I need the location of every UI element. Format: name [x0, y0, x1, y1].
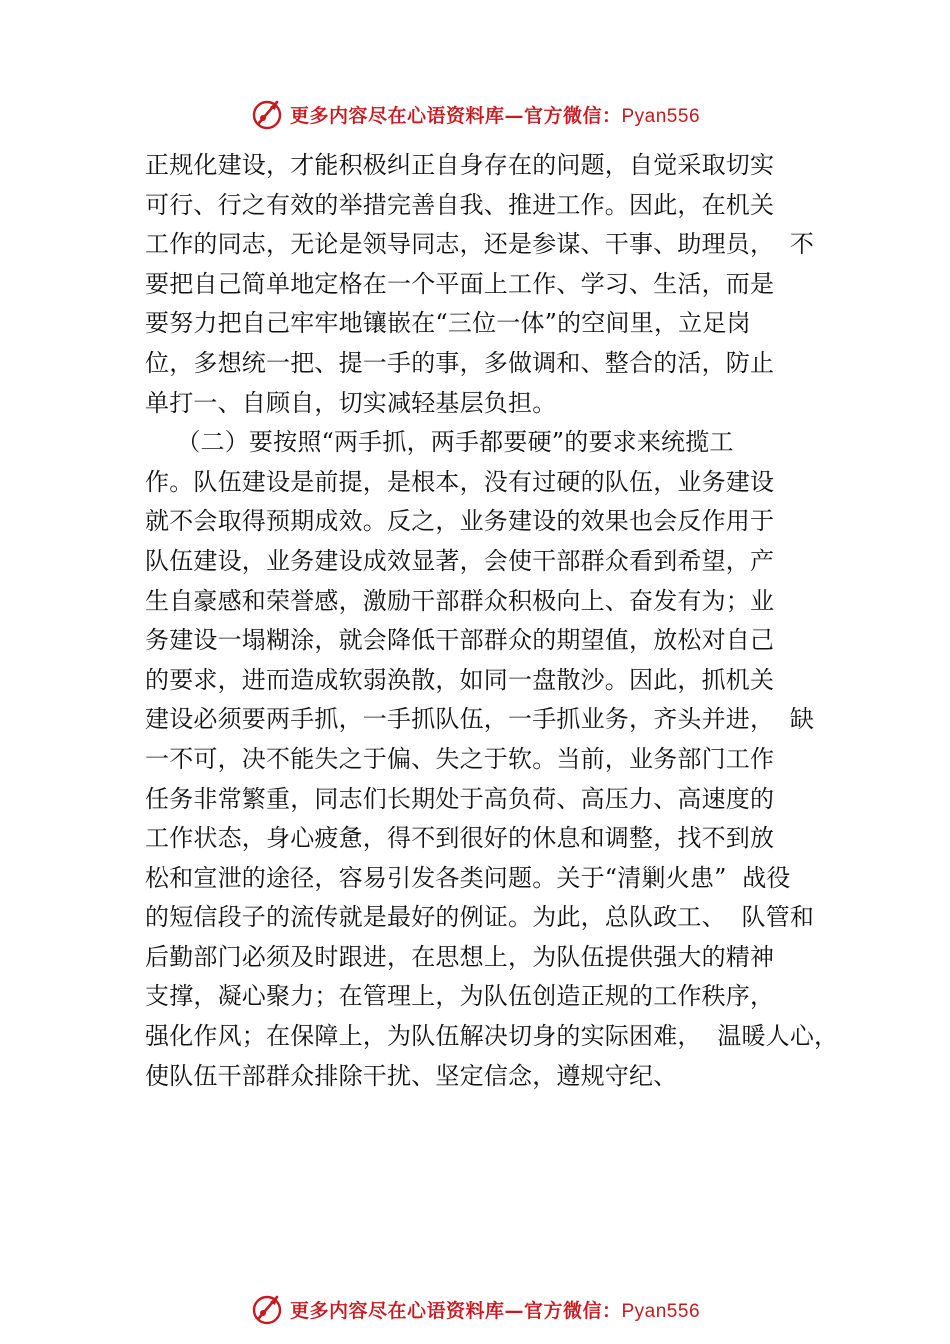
text-line: 的要求，进而造成软弱涣散，如同一盘散沙。因此，抓机关 — [145, 665, 775, 694]
text-line: 生自豪感和荣誉感，激励干部群众积极向上、奋发有为；业 — [145, 586, 775, 615]
banner-dash: — — [504, 1299, 524, 1322]
text-line: 工作状态，身心疲惫，得不到很好的休息和调整，找不到放 — [145, 824, 775, 853]
document-body — [145, 146, 839, 1096]
banner-contact-id: Pyan556 — [621, 105, 701, 127]
banner-dash: — — [504, 104, 524, 127]
quill-seal-icon — [250, 97, 284, 131]
text-line: （二）要按照“两手抓，两手都要硬”的要求来统揽工 — [145, 428, 734, 457]
text-line: 后勤部门必须及时跟进，在思想上，为队伍提供强大的精神 — [145, 942, 775, 971]
text-line: 一不可，决不能失之于偏、失之于软。当前，业务部门工作 — [145, 744, 775, 773]
text-line: 队伍建设，业务建设成效显著，会使干部群众看到希望，产 — [145, 546, 775, 575]
text-line: 作。队伍建设是前提，是根本，没有过硬的队伍，业务建设 — [145, 467, 775, 496]
text-line: 任务非常繁重，同志们长期处于高负荷、高压力、高速度的 — [145, 784, 775, 813]
text-line: 使队伍干部群众排除干扰、坚定信念，遵规守纪、 — [145, 1061, 678, 1090]
banner-text — [290, 101, 700, 128]
text-line: 正规化建设，才能积极纠正自身存在的问题，自觉采取切实 — [145, 151, 775, 179]
quill-seal-icon — [250, 1292, 284, 1326]
text-line: 要努力把自己牢牢地镶嵌在“三位一体”的空间里，立足岗 — [145, 309, 751, 338]
text-line: 支撑，凝心聚力；在管理上，为队伍创造正规的工作秩序， — [145, 982, 775, 1011]
banner-brand: 更多内容尽在心语资料库 — [289, 1299, 505, 1322]
text-line: 要把自己简单地定格在一个平面上工作、学习、生活，而是 — [145, 269, 775, 298]
banner-contact-label: 官方微信： — [523, 1299, 622, 1322]
text-line: 就不会取得预期成效。反之，业务建设的效果也会反作用于 — [145, 507, 775, 536]
banner-text — [290, 1296, 700, 1323]
header-banner — [0, 94, 950, 134]
text-line: 强化作风；在保障上，为队伍解决切身的实际困难， 温暖人心， — [145, 1022, 839, 1051]
banner-contact-label: 官方微信： — [523, 104, 622, 127]
footer-banner — [0, 1289, 950, 1329]
banner-contact-id: Pyan556 — [621, 1300, 701, 1322]
banner-brand: 更多内容尽在心语资料库 — [289, 104, 505, 127]
text-line: 松和宣泄的途径，容易引发各类问题。关于“清剿火患” 战役 — [145, 863, 791, 892]
text-line: 建设必须要两手抓，一手抓队伍，一手抓业务，齐头并进， 缺 — [145, 705, 815, 734]
text-line: 可行、行之有效的举措完善自我、推进工作。因此，在机关 — [145, 190, 775, 219]
text-line: 工作的同志，无论是领导同志，还是参谋、干事、助理员， 不 — [145, 230, 815, 259]
text-line: 的短信段子的流传就是最好的例证。为此，总队政工、 队管和 — [145, 903, 815, 932]
text-line: 位，多想统一把、提一手的事，多做调和、整合的活，防止 — [145, 348, 775, 377]
text-line: 务建设一塌糊涂，就会降低干部群众的期望值，放松对自己 — [145, 626, 775, 655]
text-line: 单打一、自顾自，切实减轻基层负担。 — [145, 388, 557, 417]
